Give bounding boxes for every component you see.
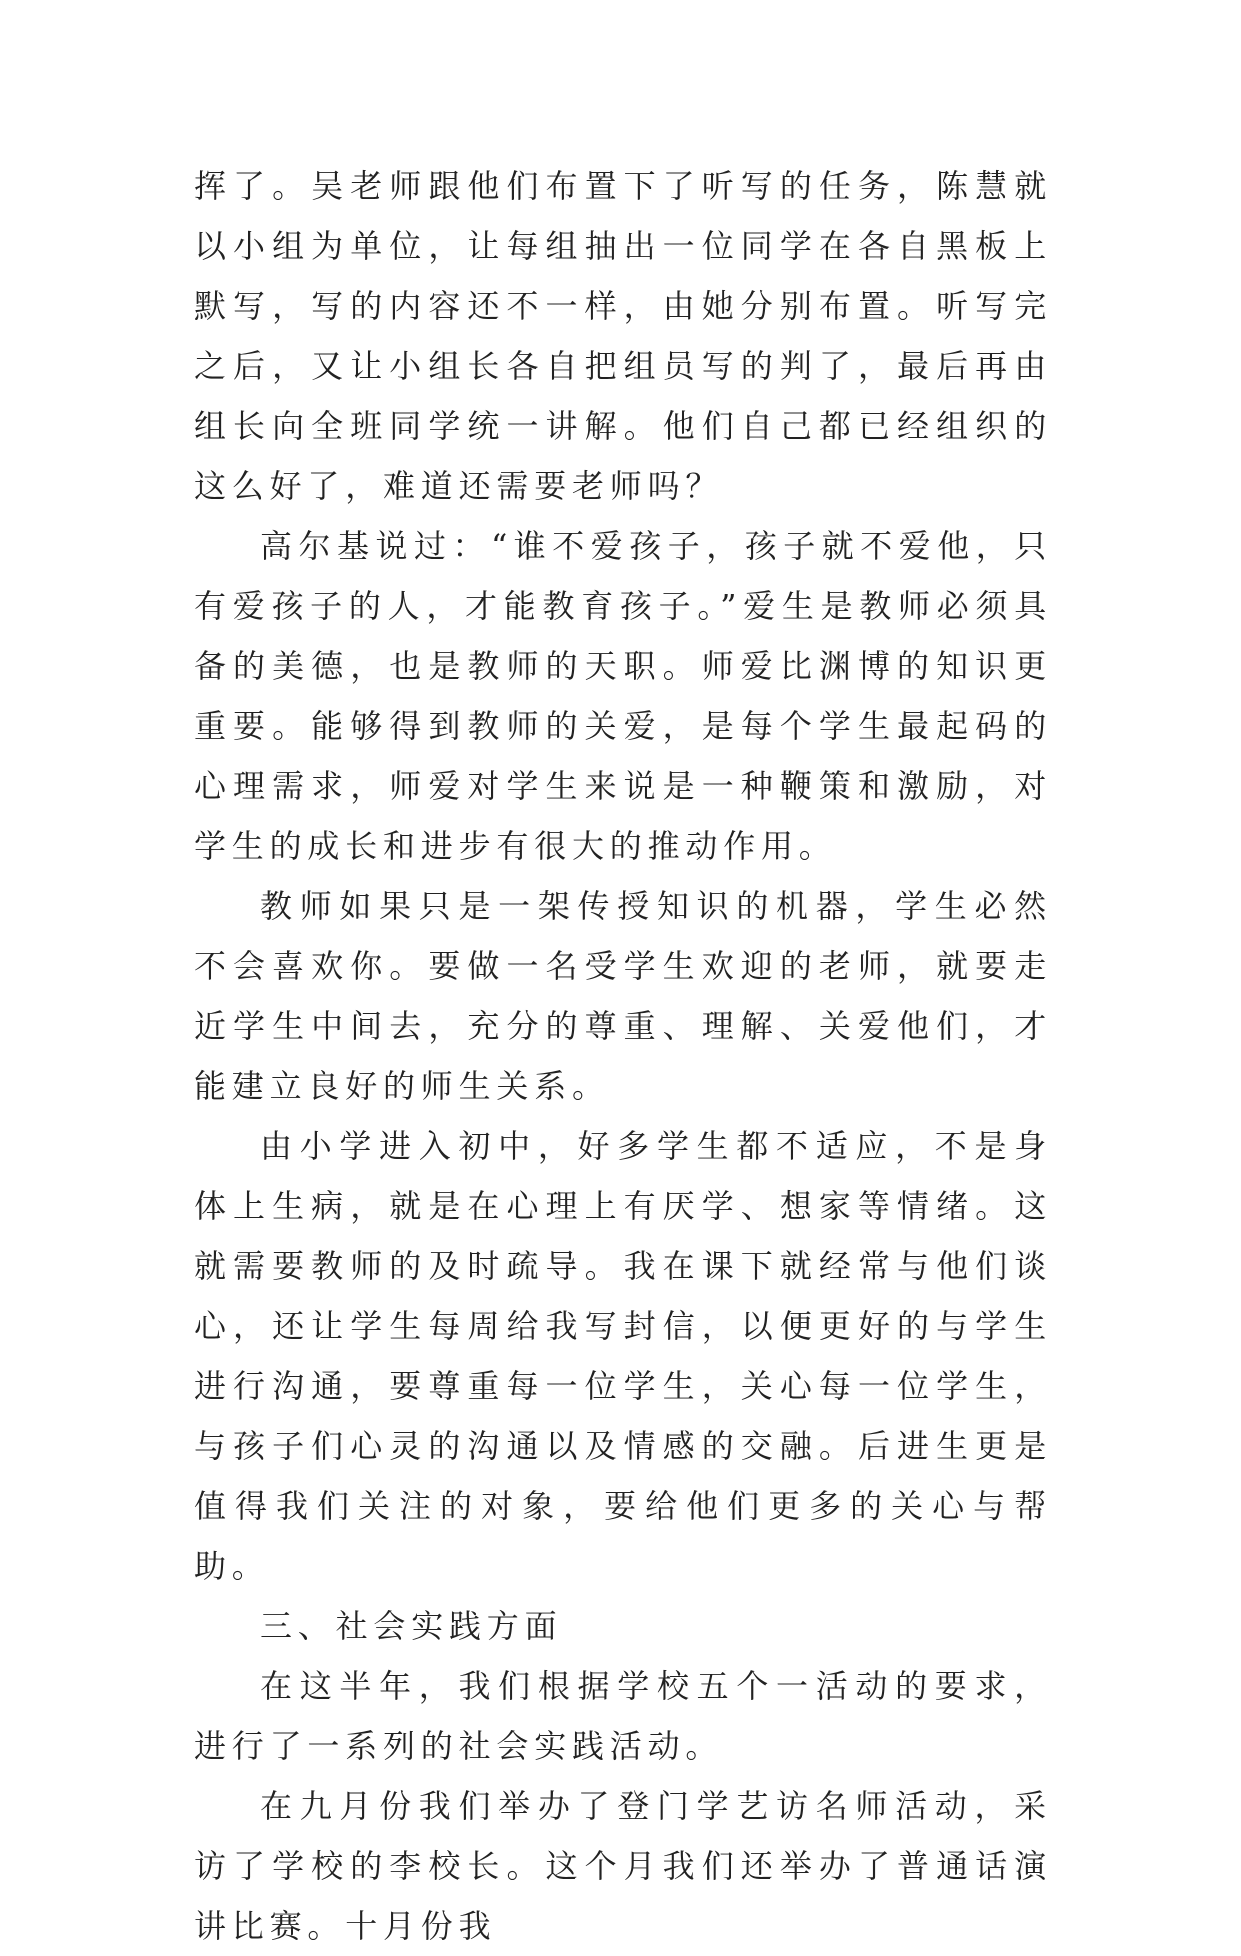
paragraph-gorky-quote: 高尔基说过：“谁不爱孩子，孩子就不爱他，只有爱孩子的人，才能教育孩子。”爱生是教师必须具备的美德，也是教师的天职。师爱比渊博的知识更重要。能够得到教师的关爱，是每个学生最起码的心理需求，师爱对学生来说是一种鞭策和激励，对学生的成长和进步有很大的推动作用。 <box>194 527 1052 865</box>
paragraph-teacher-machine: 教师如果只是一架传授知识的机器，学生必然不会喜欢你。要做一名受学生欢迎的老师，就要走近学生中间去，充分的尊重、理解、关爱他们，才能建立良好的师生关系。 <box>194 887 1052 1105</box>
document-body <box>194 156 1052 1956</box>
paragraph-september-activities: 在九月份我们举办了登门学艺访名师活动，采访了学校的李校长。这个月我们还举办了普通话演讲比赛。十月份我 <box>194 1787 1052 1945</box>
paragraph-middle-school-adjustment: 由小学进入初中，好多学生都不适应，不是身体上生病，就是在心理上有厌学、想家等情绪。这就需要教师的及时疏导。我在课下就经常与他们谈心，还让学生每周给我写封信，以便更好的与学生进行沟通，要尊重每一位学生，关心每一位学生，与孩子们心灵的沟通以及情感的交融。后进生更是值得我们关注的对象，要给他们更多的关心与帮助。 <box>194 1127 1052 1585</box>
section-heading-social-practice: 三、社会实践方面 <box>260 1607 563 1645</box>
paragraph-half-year-activities: 在这半年，我们根据学校五个一活动的要求，进行了一系列的社会实践活动。 <box>194 1667 1052 1765</box>
paragraph-continuation: 挥了。吴老师跟他们布置下了听写的任务，陈慧就以小组为单位，让每组抽出一位同学在各自黑板上默写，写的内容还不一样，由她分别布置。听写完之后，又让小组长各自把组员写的判了，最后再由组长向全班同学统一讲解。他们自己都已经组织的这么好了，难道还需要老师吗？ <box>194 167 1052 505</box>
